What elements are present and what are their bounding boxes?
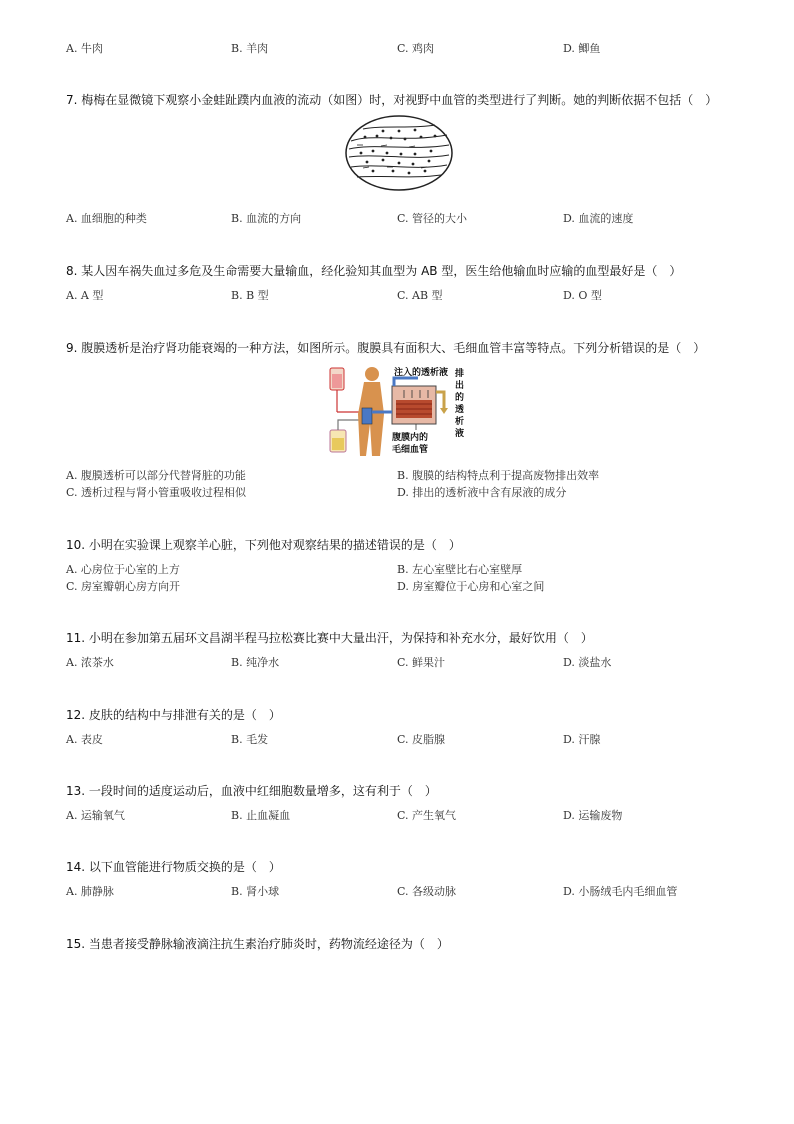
- q14-option-d: D. 小肠绒毛内毛细血管: [563, 885, 678, 898]
- q12-option-d: D. 汗腺: [563, 733, 601, 746]
- inject-label: 注入的透析液: [394, 368, 449, 378]
- q13-option-c: C. 产生氧气: [397, 809, 457, 822]
- q13-option-a: A. 运输氧气: [66, 809, 125, 822]
- q9-option-c: C. 透析过程与肾小管重吸收过程相似: [66, 486, 247, 499]
- q9-option-a: A. 腹膜透析可以部分代替肾脏的功能: [66, 469, 246, 482]
- q12-option-a: A. 表皮: [66, 733, 103, 746]
- q15-stem: 15. 当患者接受静脉输液滴注抗生素治疗肺炎时，药物流经途径为（ ）: [66, 937, 449, 951]
- q10-options-row1: [66, 561, 766, 577]
- q14-option-c: C. 各级动脉: [397, 885, 457, 898]
- person-head: [365, 367, 379, 381]
- q14-options: [66, 883, 766, 899]
- q10-option-b: B. 左心室壁比右心室壁厚: [397, 563, 523, 576]
- peritoneal-dialysis-figure: [322, 364, 470, 458]
- drain-label-char: 出: [455, 381, 465, 391]
- q11-stem: 11. 小明在参加第五届环文昌湖半程马拉松赛比赛中大量出汗，为保持和补充水分，最好饮用（ ）: [66, 631, 593, 645]
- drain-label-char: 的: [455, 393, 465, 403]
- q6-option-b: B. 羊肉: [231, 42, 269, 55]
- q12-stem: 12. 皮肤的结构中与排泄有关的是（ ）: [66, 708, 281, 722]
- q7-option-a: A. 血细胞的种类: [66, 212, 147, 225]
- q9-options-row2: [66, 484, 766, 500]
- q12-option-b: B. 毛发: [231, 733, 269, 746]
- q8-option-c: C. AB 型: [397, 289, 443, 302]
- q8-options: [66, 287, 766, 303]
- q9-option-d: D. 排出的透析液中含有尿液的成分: [397, 486, 567, 499]
- q6-option-c: C. 鸡肉: [397, 42, 435, 55]
- q9-option-b: B. 腹膜的结构特点利于提高废物排出效率: [397, 469, 600, 482]
- q13-stem: 13. 一段时间的适度运动后，血液中红细胞数量增多，这有利于（ ）: [66, 784, 437, 798]
- q10-stem: 10. 小明在实验课上观察羊心脏，下列他对观察结果的描述错误的是（ ）: [66, 538, 461, 552]
- drain-label-char: 液: [455, 429, 465, 439]
- q11-options: [66, 654, 766, 670]
- q10-options-row2: [66, 578, 766, 594]
- q7-option-c: C. 管径的大小: [397, 212, 468, 225]
- q6-option-a: A. 牛肉: [66, 42, 103, 55]
- q8-option-d: D. O 型: [563, 289, 602, 302]
- drain-label-char: 析: [455, 417, 465, 427]
- q10-option-a: A. 心房位于心室的上方: [66, 563, 180, 576]
- q9-options-row1: [66, 467, 766, 483]
- q7-option-d: D. 血流的速度: [563, 212, 634, 225]
- q13-option-b: B. 止血凝血: [231, 809, 291, 822]
- q10-option-d: D. 房室瓣位于心房和心室之间: [397, 580, 545, 593]
- q14-option-b: B. 肾小球: [231, 885, 280, 898]
- q13-options: [66, 807, 766, 823]
- q12-options: [66, 731, 766, 747]
- q10-option-c: C. 房室瓣朝心房方向开: [66, 580, 181, 593]
- q11-option-d: D. 淡盐水: [563, 656, 612, 669]
- q13-option-d: D. 运输废物: [563, 809, 623, 822]
- drain-label-char: 透: [455, 405, 465, 415]
- q6-option-d: D. 鲫鱼: [563, 42, 601, 55]
- q7-options: [66, 210, 766, 226]
- capillary-label-1: 腹膜内的: [392, 433, 429, 443]
- q9-stem: 9. 腹膜透析是治疗肾功能衰竭的一种方法，如图所示。腹膜具有面积大、毛细血管丰富等特点。下列分析错误的是（ ）: [66, 341, 706, 355]
- capillary-label-2: 毛细血管: [392, 445, 429, 455]
- q14-stem: 14. 以下血管能进行物质交换的是（ ）: [66, 860, 281, 874]
- q12-option-c: C. 皮脂腺: [397, 733, 446, 746]
- q14-option-a: A. 肺静脉: [66, 885, 114, 898]
- q6-options: [66, 40, 766, 56]
- q7-option-b: B. 血流的方向: [231, 212, 302, 225]
- q8-stem: 8. 某人因车祸失血过多危及生命需要大量输血，经化验知其血型为 AB 型，医生给他输血时应输的血型最好是（ ）: [66, 264, 682, 278]
- q8-option-a: A. A 型: [66, 289, 104, 302]
- q11-option-b: B. 纯净水: [231, 656, 280, 669]
- q11-option-a: A. 浓茶水: [66, 656, 114, 669]
- q8-option-b: B. B 型: [231, 289, 269, 302]
- frog-web-microscope-figure: [343, 113, 455, 193]
- q11-option-c: C. 鲜果汁: [397, 656, 446, 669]
- q7-stem: 7. 梅梅在显微镜下观察小金蛙趾蹼内血液的流动（如图）时，对视野中血管的类型进行了判断。她的判断依据不包括（ ）: [66, 93, 718, 107]
- drain-label-char: 排: [455, 369, 465, 379]
- drain-label: [454, 367, 464, 439]
